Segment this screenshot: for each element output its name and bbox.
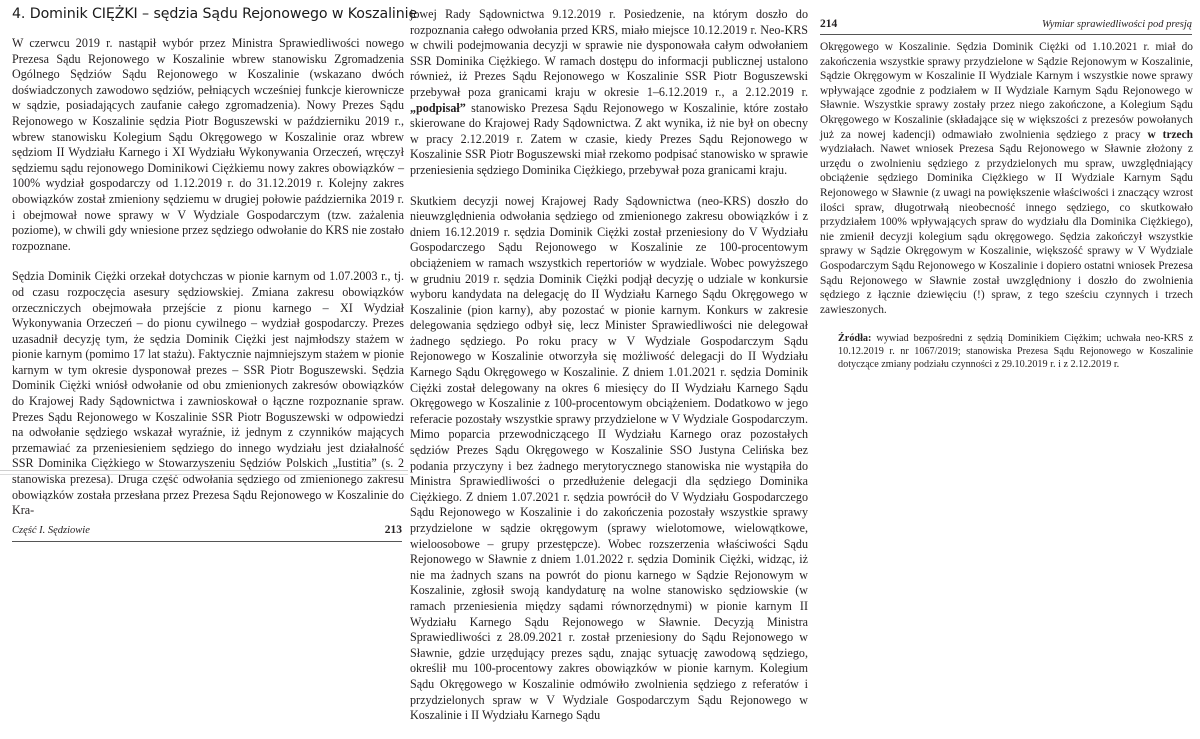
paragraph xyxy=(820,40,1193,317)
page-214-column xyxy=(810,0,1200,675)
running-footer-title: Część I. Sędziowie xyxy=(12,525,90,536)
continuation-body xyxy=(410,7,808,739)
page-213-body xyxy=(12,36,404,534)
paragraph xyxy=(410,7,808,179)
text-run: jowej Rady Sądownictwa 9.12.2019 r. Posiedzenie, na którym doszło do rozpoznania całego odwołania przed KRS, miało miejsce 10.12.2019 r. Neo-KRS w chwili podejmowania decyzji w sprawie nie dysponowała całym odwołaniem SSR Dominika Ciężkiego. W ramach dostępu do informacji publicznej ustalono również, iż Prezes Sądu Rejonowego w Koszalinie SSR Piotr Boguszewski przebywał poza granicami kraju w okresie 1–6.12.2019 r., a 2.12.2019 r. xyxy=(410,7,808,99)
page-number: 214 xyxy=(820,18,838,30)
emphasis-text: „podpisał” xyxy=(410,100,466,115)
sources-note xyxy=(838,332,1193,371)
continuation-column xyxy=(408,0,810,723)
page-divider xyxy=(0,470,408,475)
section-title: 4. Dominik CIĘŻKI – sędzia Sądu Rejonowego w Koszalinie xyxy=(12,6,418,22)
paragraph: W czerwcu 2019 r. nastąpił wybór przez Ministra Sprawiedliwości nowego Prezesa Sądu Rejonowego w Koszalinie wbrew stanowisku Zgromadzenia Ogólnego Sędziów Sądu Rejonowego w Koszalinie (wskazano dwóch doświadczonych zawodowo sędziów, pełniących wcześniej funkcje kierownicze w sądzie, posiadających zaufanie całego zgromadzenia). Nowy Prezes Sądu Rejonowego w Koszalinie sędzia Piotr Boguszewski w październiku 2019 r., wbrew stanowisku Kolegium Sądu Okręgowego w Koszalinie oraz wbrew sędziom II Wydziału Karnego i XI Wydziału Wykonywania Orzeczeń, wręczył sędziemu sądu rejonowego Dominikowi Ciężkiemu nowy zakres obowiązków – 100% wydział gospodarczy od 1.12.2019 r. do 31.12.2019 r. Kolejny zakres obowiązków został zmieniony sędziemu w drugiej połowie października 2019 r. i obejmował nowe sprawy w V Wydziale Gospodarczym (tzw. zażalenia poziome), w chwili gdy wniesione przez sędziego odwołanie do KRS nie zostało rozpoznane. xyxy=(12,36,404,253)
running-header-title: Wymiar sprawiedliwości pod presją xyxy=(1041,19,1192,30)
page-header xyxy=(820,18,1192,35)
emphasis-text: w trzech xyxy=(1147,128,1193,141)
paragraph: Skutkiem decyzji nowej Krajowej Rady Sądownictwa (neo-KRS) doszło do nieuwzględnienia odwołania sędziego od zmienionego zakresu obowiązków i z dniem 16.12.2019 r. sędzia Dominik Ciężki został przeniesiony do V Wydziału Gospodarczego Sądu Rejonowego w Koszalinie ze 100-procentowym obciążeniem w ramach wszystkich repertoriów w wydziale. Wobec powyższego w grudniu 2019 r. sędzia Dominik Ciężki podjął decyzję o udziale w konkursie wyboru kandydata na delegację do II Wydziału Karnego Sądu Okręgowego w Koszalinie (pion karny), aby pozostać w pionie karnym. Konkurs w zakresie delegowania sędziego odbył się, lecz Minister Sprawiedliwości nie delegował żadnego sędziego. Po roku pracy w V Wydziale Gospodarczym Sądu Rejonowego w Koszalinie otworzyła się możliwość delegacji do II Wydziału Karnego Sądu Okręgowego w Koszalinie. Z dniem 1.01.2021 r. sędzia Dominik Ciężki został delegowany na okres 6 miesięcy do II Wydziału Karnego Sądu Okręgowego w Koszalinie z 100-procentowym obciążeniem. Dodatkowo w jego referacie pozostały wszystkie sprawy przydzielone w V Wydziale Gospodarczym. Mimo poparcia przewodniczącego II Wydziału Karnego oraz pozostałych sędziów Prezes Sądu Okręgowego w Koszalinie SSO Justyna Celińska bez podania przyczyny i bez żadnego merytorycznego stanowiska nie wystąpiła do Ministra Sprawiedliwości o przedłużenie delegacji dla sędziego Dominika Ciężkiego. Z dniem 1.07.2021 r. sędzia powrócił do V Wydziału Gospodarczego Sądu Rejonowego w Koszalinie i do zakończenia pozostały wszystkie sprawy przydzielone w sądzie okręgowym (sprawy wielotomowe, wielowątkowe, wieloosobowe – grupy przestępcze). Wobec rozszerzenia właściwości Sądu Rejonowego w Sławnie z dniem 1.01.2022 r. sędzia Dominik Ciężki, widząc, iż nie ma żadnych szans na powrót do pionu karnego w Sądzie Rejonowym w Koszalinie, zgłosił swoją kandydaturę na wolne stanowisko sędziowskie (w ramach przeniesienia między sądami równorzędnymi) w pionie karnym II Wydziału Karnego Sądu Rejonowego w Sławnie. Decyzją Ministra Sprawiedliwości z 28.09.2021 r. został przeniesiony do Sądu Rejonowego w Sławnie, gdzie urzędujący prezes sądu, znając sytuację zawodową sędziego, określił mu 100-procentowy zakres obowiązków w pionie karnym. Kolegium Sądu Okręgowego w Koszalinie odmówiło zwolnienia sędziego z referatów i przydzielonych spraw w V Wydziale Gospodarczym Sądu Rejonowego w Koszalinie i II Wydziału Karnego Sądu xyxy=(410,193,808,723)
text-run: Okręgowego w Koszalinie. Sędzia Dominik Ciężki od 1.10.2021 r. miał do zakończenia wszystkie sprawy przydzielone w Sądzie Rejonowym w Koszalinie, Sądzie Okręgowym w Koszalinie II Wydziale Karnym i wszystkie nowe sprawy wpływające zgodnie z podziałem w II Wydziale Karnym Sądu Rejonowego w Sławnie. Wszystkie sprawy zostały przez niego zakończone, a Kolegium Sądu Okręgowego w Koszalinie (składające się w większości z prezesów powołanych już za nowej kadencji) odmawiało zwolnienia sędziego z pracy xyxy=(820,41,1193,141)
page-number: 213 xyxy=(384,524,402,536)
sources-label: Źródła: xyxy=(838,333,872,345)
page-213-column xyxy=(0,0,418,675)
text-run: wydziałach. Nawet wniosek Prezesa Sądu Rejonowego w Sławnie złożony z urzędu o zwolnieniu sędziego z przydzielonych mu spraw, uwzględniający obciążenie sędziego Dominika Ciężkiego w II Wydziale Karnym Sądu Rejonowego w Sławnie (z uwagi na powiększenie właściwości i znaczący wzrost ilości spraw, długotrwałą nieobecność innego sędziego, co skutkowało przydziałem 100% wpływających spraw do wydziału dla Dominika Ciężkiego), nie zmienił decyzji kolegium sądu okręgowego. Sędzia zakończył wszystkie sprawy w Sądzie Okręgowym w Koszalinie, większość sprawy w V Wydziale Gospodarczym Sądu Rejonowego w Koszalinie i dopiero ostatni wniosek Prezesa Sądu Rejonowego w Sławnie został uwzględniony i doszło do zwolnienia sędziego z łącznie dziewięciu (!) spraw, z tego sześciu czynnych i trzech zawieszonych. xyxy=(820,143,1193,316)
page-footer xyxy=(12,525,402,542)
text-run: stanowisko Prezesa Sądu Rejonowego w Koszalinie, które zostało skierowane do Krajowej Rady Sądownictwa. Z akt wynika, iż nie był on obecny w pracy 2.12.2019 r. Zatem w czasie, kiedy Prezes Sądu Rejonowego w Koszalinie SSR Piotr Boguszewski miał rzekomo podpisać stanowisko w sprawie przeniesienia sędziego Dominika Ciężkiego, przebywał poza granicami kraju. xyxy=(410,100,808,177)
sources-text: wywiad bezpośredni z sędzią Dominikiem Ciężkim; uchwała neo-KRS z 10.12.2019 r. nr 1067/2019; stanowiska Prezesa Sądu Rejonowego w Koszalinie dotyczące zmiany podziału czynności z 29.10.2019 r. i z 2.12.2019 r. xyxy=(838,333,1193,371)
page-214-body xyxy=(820,40,1193,371)
paragraph: Sędzia Dominik Ciężki orzekał dotychczas w pionie karnym od 1.07.2003 r., tj. od czasu rozpoczęcia asesury sędziowskiej. Zmiana zakresu obowiązków orzeczniczych obejmowała przejście z pionu karnego – XI Wydział Wykonywania Orzeczeń – do pionu cywilnego – wydział gospodarczy. Prezes uzasadnił decyzję tym, że sędzia Dominik Ciężki jest najmłodszy stażem w pionie karnym (pomimo 17 lat stażu). Faktycznie najmniejszym stażem w pionie karnym w tym okresie dysponował prezes – SSR Piotr Boguszewski. Sędzia Dominik Ciężki wniósł odwołanie od obu zmienionych zakresów obowiązków do Krajowej Rady Sądownictwa i zawnioskował o łączne rozpoznanie spraw. Prezes Sądu Rejonowego w Koszalinie SSR Piotr Boguszewski w odpowiedzi na odwołanie sędziego wskazał wyraźnie, iż jednym z czynników mających przemawiać za przeniesieniem sędziego do innego wydziału jest działalność SSR Dominika Ciężkiego w Stowarzyszeniu Sędziów Polskich „Iustitia” (s. 2 stanowiska prezesa). Druga część odwołania sędziego od zmienionego zakresu obowiązków została przesłana przez Prezesa Sądu Rejonowego w Koszalinie do Kra- xyxy=(12,269,404,518)
